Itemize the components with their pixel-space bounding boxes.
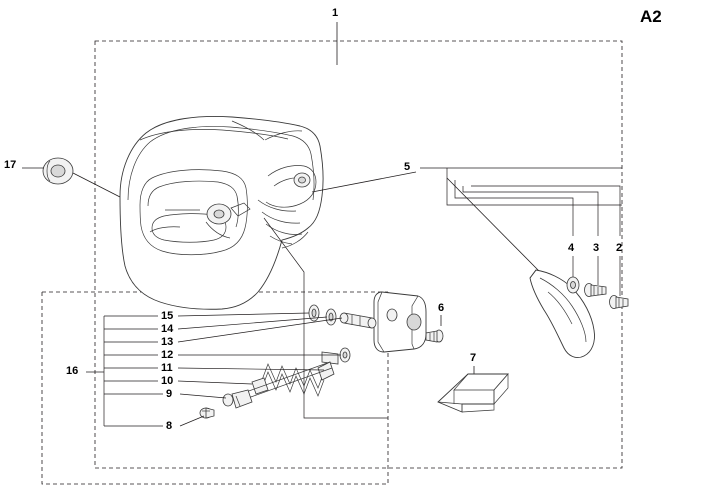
callout-14: 14 <box>161 323 174 335</box>
part-1-handle-housing <box>120 116 323 309</box>
callout-10: 10 <box>161 375 174 387</box>
callout-8: 8 <box>166 420 173 432</box>
leaders-8-to-15 <box>86 310 342 426</box>
sheet-code: A2 <box>640 7 662 26</box>
callout-13: 13 <box>161 336 174 348</box>
callout-5: 5 <box>404 161 411 173</box>
callout-12: 12 <box>161 349 174 361</box>
part-5-guide-plate <box>530 270 595 358</box>
callout-7: 7 <box>470 352 477 364</box>
callout-15: 15 <box>161 310 174 322</box>
part-6-screw <box>426 330 443 342</box>
part-2-screw <box>610 296 629 309</box>
part-15-pin-assembly <box>309 305 376 328</box>
part-3-screw <box>585 284 607 297</box>
callout-1: 1 <box>332 7 339 19</box>
callout-2: 2 <box>616 242 623 254</box>
callout-3: 3 <box>593 242 600 254</box>
group-5-boundary <box>420 168 622 205</box>
callout-6: 6 <box>438 302 445 314</box>
callout-16: 16 <box>66 365 79 377</box>
callout-4: 4 <box>568 242 575 254</box>
callout-9: 9 <box>166 388 173 400</box>
callout-11: 11 <box>161 362 173 374</box>
part-7-bracket <box>438 374 508 412</box>
part-bracket-main <box>374 292 426 352</box>
group-16-boundary <box>42 292 388 484</box>
leader-5-to-housing <box>312 172 540 272</box>
callout-17: 17 <box>4 159 17 171</box>
part-4-washer <box>567 277 579 293</box>
part-17-bushing <box>22 158 120 197</box>
